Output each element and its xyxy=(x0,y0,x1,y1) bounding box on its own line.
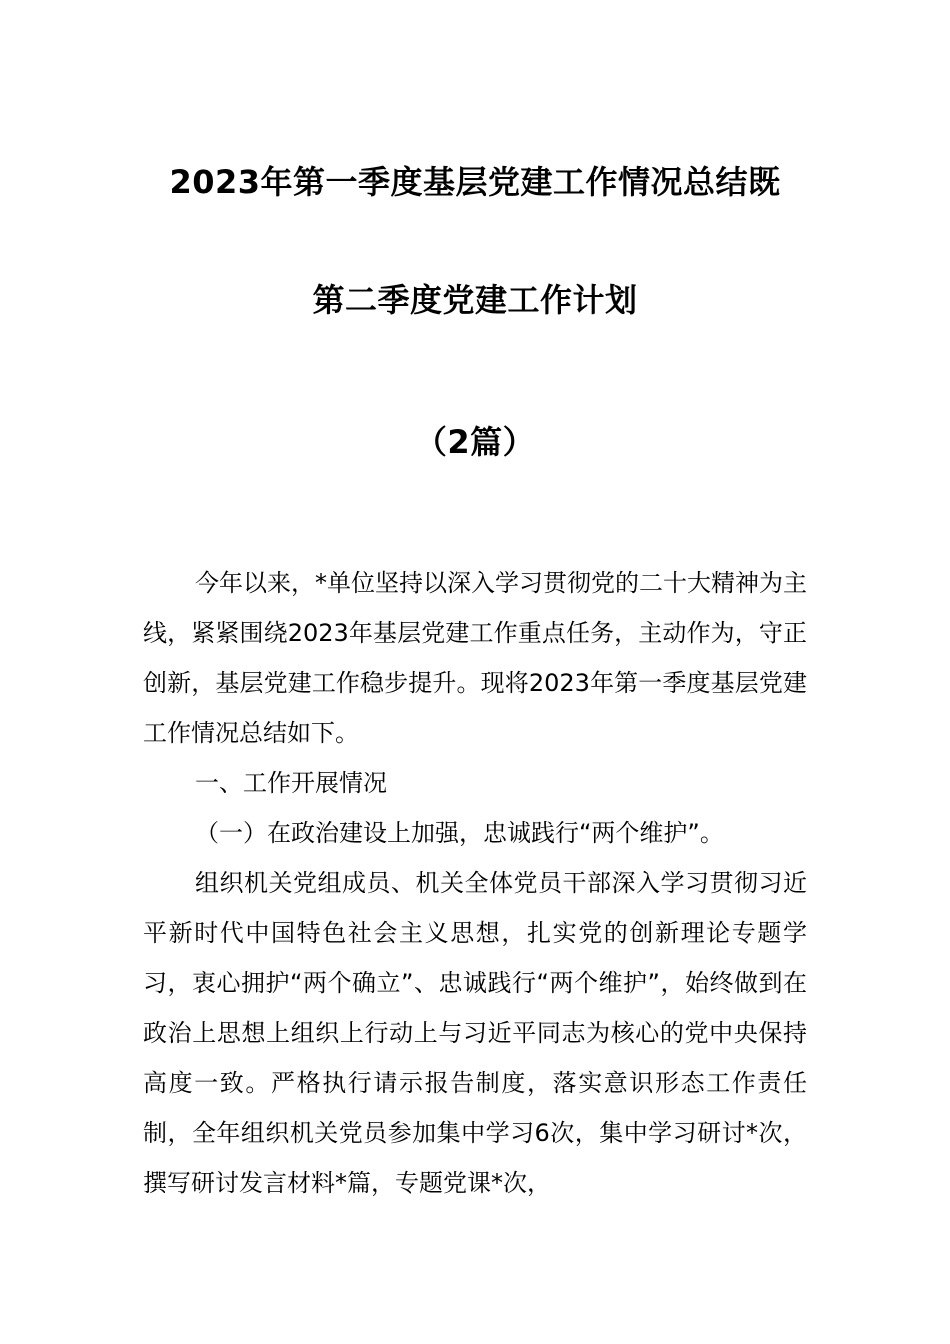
document-title-line-2: 第二季度党建工作计划 xyxy=(312,281,638,319)
body-paragraph: 组织机关党组成员、机关全体党员干部深入学习贯彻习近平新时代中国特色社会主义思想，扎实党的创新理论专题学习，衷心拥护“两个确立”、忠诚践行“两个维护”，始终做到在政治上思想上组织上行动上与习近平同志为核心的党中央保持高度一致。严格执行请示报告制度，落实意识形态工作责任制，全年组织机关党员参加集中学习6次，集中学习研讨*次，撰写研讨发言材料*篇，专题党课*次， xyxy=(143,869,807,1197)
document-title-line-1: 2023年第一季度基层党建工作情况总结既 xyxy=(169,163,781,201)
section-heading: 一、工作开展情况 xyxy=(195,769,387,797)
intro-paragraph: 今年以来，*单位坚持以深入学习贯彻党的二十大精神为主线，紧紧围绕2023年基层党建工作重点任务，主动作为，守正创新，基层党建工作稳步提升。现将2023年第一季度基层党建工作情况总结如下。 xyxy=(143,569,807,747)
document-title-count: （2篇） xyxy=(414,423,536,461)
subsection-heading: （一）在政治建设上加强，忠诚践行“两个维护”。 xyxy=(195,819,724,847)
document-body xyxy=(143,558,807,1208)
